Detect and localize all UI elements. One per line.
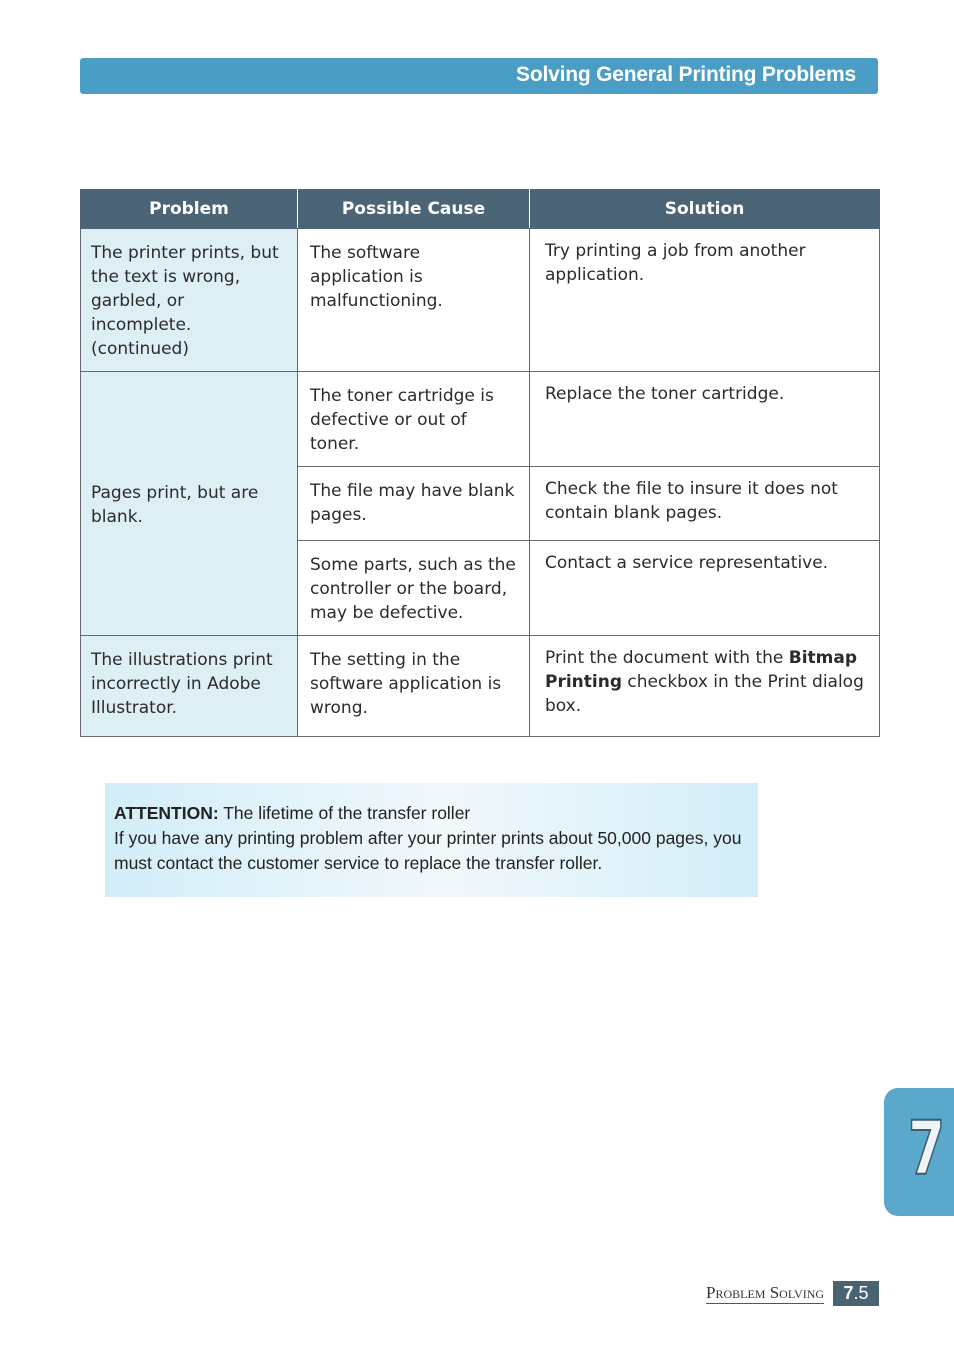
solution-text: Print the document with the (545, 648, 789, 668)
cause-cell: The toner cartridge is defective or out of toner. (298, 372, 530, 467)
solution-cell: Contact a service representative. (530, 541, 880, 636)
attention-note (105, 783, 758, 897)
attention-title: The lifetime of the transfer roller (218, 803, 471, 823)
solution-cell: Replace the toner cartridge. (530, 372, 880, 467)
table-row (81, 229, 880, 372)
column-header-problem: Problem (81, 190, 298, 229)
problem-cell: The printer prints, but the text is wrong, garbled, or incomplete. (continued) (81, 229, 298, 372)
chapter-number: 7 (908, 1106, 944, 1192)
section-header-bar (80, 58, 878, 94)
troubleshooting-table (80, 189, 880, 737)
problem-cell: The illustrations print incorrectly in Adobe Illustrator. (81, 636, 298, 737)
bitmap-printing-option-label: Bitmap Printing (545, 648, 858, 692)
chapter-tab (884, 1088, 954, 1216)
page-chapter: 7 (843, 1283, 854, 1303)
section-title: Solving General Printing Problems (516, 63, 856, 86)
page-number-badge (833, 1281, 879, 1306)
cause-cell: Some parts, such as the controller or the board, may be defective. (298, 541, 530, 636)
table-row (81, 636, 880, 737)
attention-heading (114, 801, 750, 826)
column-header-cause: Possible Cause (298, 190, 530, 229)
footer-section-title: Problem Solving (706, 1283, 825, 1302)
solution-text: checkbox in the Print dialog box. (545, 672, 864, 716)
solution-cell: Try printing a job from another application. (530, 229, 880, 372)
attention-label: ATTENTION: (114, 803, 219, 823)
attention-body: If you have any printing problem after your printer prints about 50,000 pages, you must contact the customer service to replace the transfer roller. (114, 828, 742, 873)
table-row (81, 372, 880, 467)
table-header-row (81, 190, 880, 229)
cause-cell: The setting in the software application is wrong. (298, 636, 530, 737)
cause-cell: The file may have blank pages. (298, 467, 530, 541)
solution-cell (530, 636, 880, 737)
cause-cell: The software application is malfunctioning. (298, 229, 530, 372)
problem-cell: Pages print, but are blank. (81, 372, 298, 636)
column-header-solution: Solution (530, 190, 880, 229)
page-number: .5 (853, 1283, 869, 1303)
solution-cell: Check the file to insure it does not contain blank pages. (530, 467, 880, 541)
